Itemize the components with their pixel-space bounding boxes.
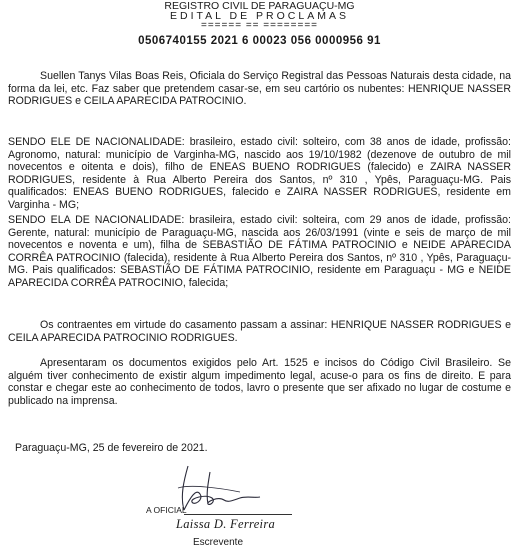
groom-paragraph: SENDO ELE DE NACIONALIDADE: brasileiro, estado civil: solteiro, com 38 anos de idade, profissão: Agronomo, natural: município de Varginha-MG, nascido aos 19/10/1982 (dezenove de outubro de mil novecentos e oitenta e dois), filho de ENEAS BUENO RODRIGUES (falecido) e ZAIRA NASSER RODRIGUES, residente à Rua Alberto Pereira dos Santos, nº 310 , Ypês, Paraguaçu-MG. Pais qualificados: ENEAS BUENO RODRIGUES, falecido e ZAIRA NASSER RODRIGUES, residente em Varginha - MG; bbox=[8, 136, 511, 211]
title-underline: ====== == ======== bbox=[201, 20, 318, 31]
edital-title: EDITAL DE PROCLAMAS bbox=[170, 10, 349, 22]
date-line: Paraguaçu-MG, 25 de fevereiro de 2021. bbox=[15, 442, 208, 454]
signature-line bbox=[184, 514, 292, 515]
bride-paragraph: SENDO ELA DE NACIONALIDADE: brasileira, estado civil: solteira, com 29 anos de idade, profissão: Gerente, natural: município de Paraguaçu-MG, nascida aos 26/03/1991 (vinte e seis de março de mil novecentos e noventa e um), filha de SEBASTIÃO DE FÁTIMA PATROCINIO e NEIDE APARECIDA CORRÊA PATROCINIO (falecida), residente à Rua Alberto Pereira dos Santos, nº 310 , Ypês, Paraguaçu-MG. Pais qualificados: SEBASTIÃO DE FÁTIMA PATROCINIO, residente em Paraguaçu - MG e NEIDE APARECIDA CORRÊA PATROCINIO, falecida; bbox=[8, 214, 511, 289]
signatory-role: Escrevente bbox=[193, 537, 244, 548]
documents-paragraph: Apresentaram os documentos exigidos pelo Art. 1525 e incisos do Código Civil Brasileiro. Se alguém tiver conhecimento de existir algum impedimento legal, acuse-o para os fins de direito. E para constar e chegar este ao conhecimento de todos, lavro o presente que ser afixado no lugar de costume e publicado na imprensa. bbox=[8, 357, 511, 407]
registry-title: REGISTRO CIVIL DE PARAGUAÇU-MG bbox=[164, 0, 355, 12]
official-label: A OFICIAL bbox=[146, 505, 187, 515]
names-paragraph: Os contraentes em virtude do casamento passam a assinar: HENRIQUE NASSER RODRIGUES e CEILA APARECIDA PATROCINIO RODRIGUES. bbox=[8, 319, 511, 344]
document-code: 0506740155 2021 6 00023 056 0000956 91 bbox=[138, 35, 381, 47]
signatory-name: Laissa D. Ferreira bbox=[176, 517, 276, 531]
intro-paragraph: Suellen Tanys Vilas Boas Reis, Oficiala do Serviço Registral das Pessoas Naturais desta cidade, na forma da lei, etc. Faz saber que pretendem casar-se, em seu cartório os nubentes: HENRIQUE NASSER RODRIGUES e CEILA APARECIDA PATROCINIO. bbox=[8, 70, 511, 108]
